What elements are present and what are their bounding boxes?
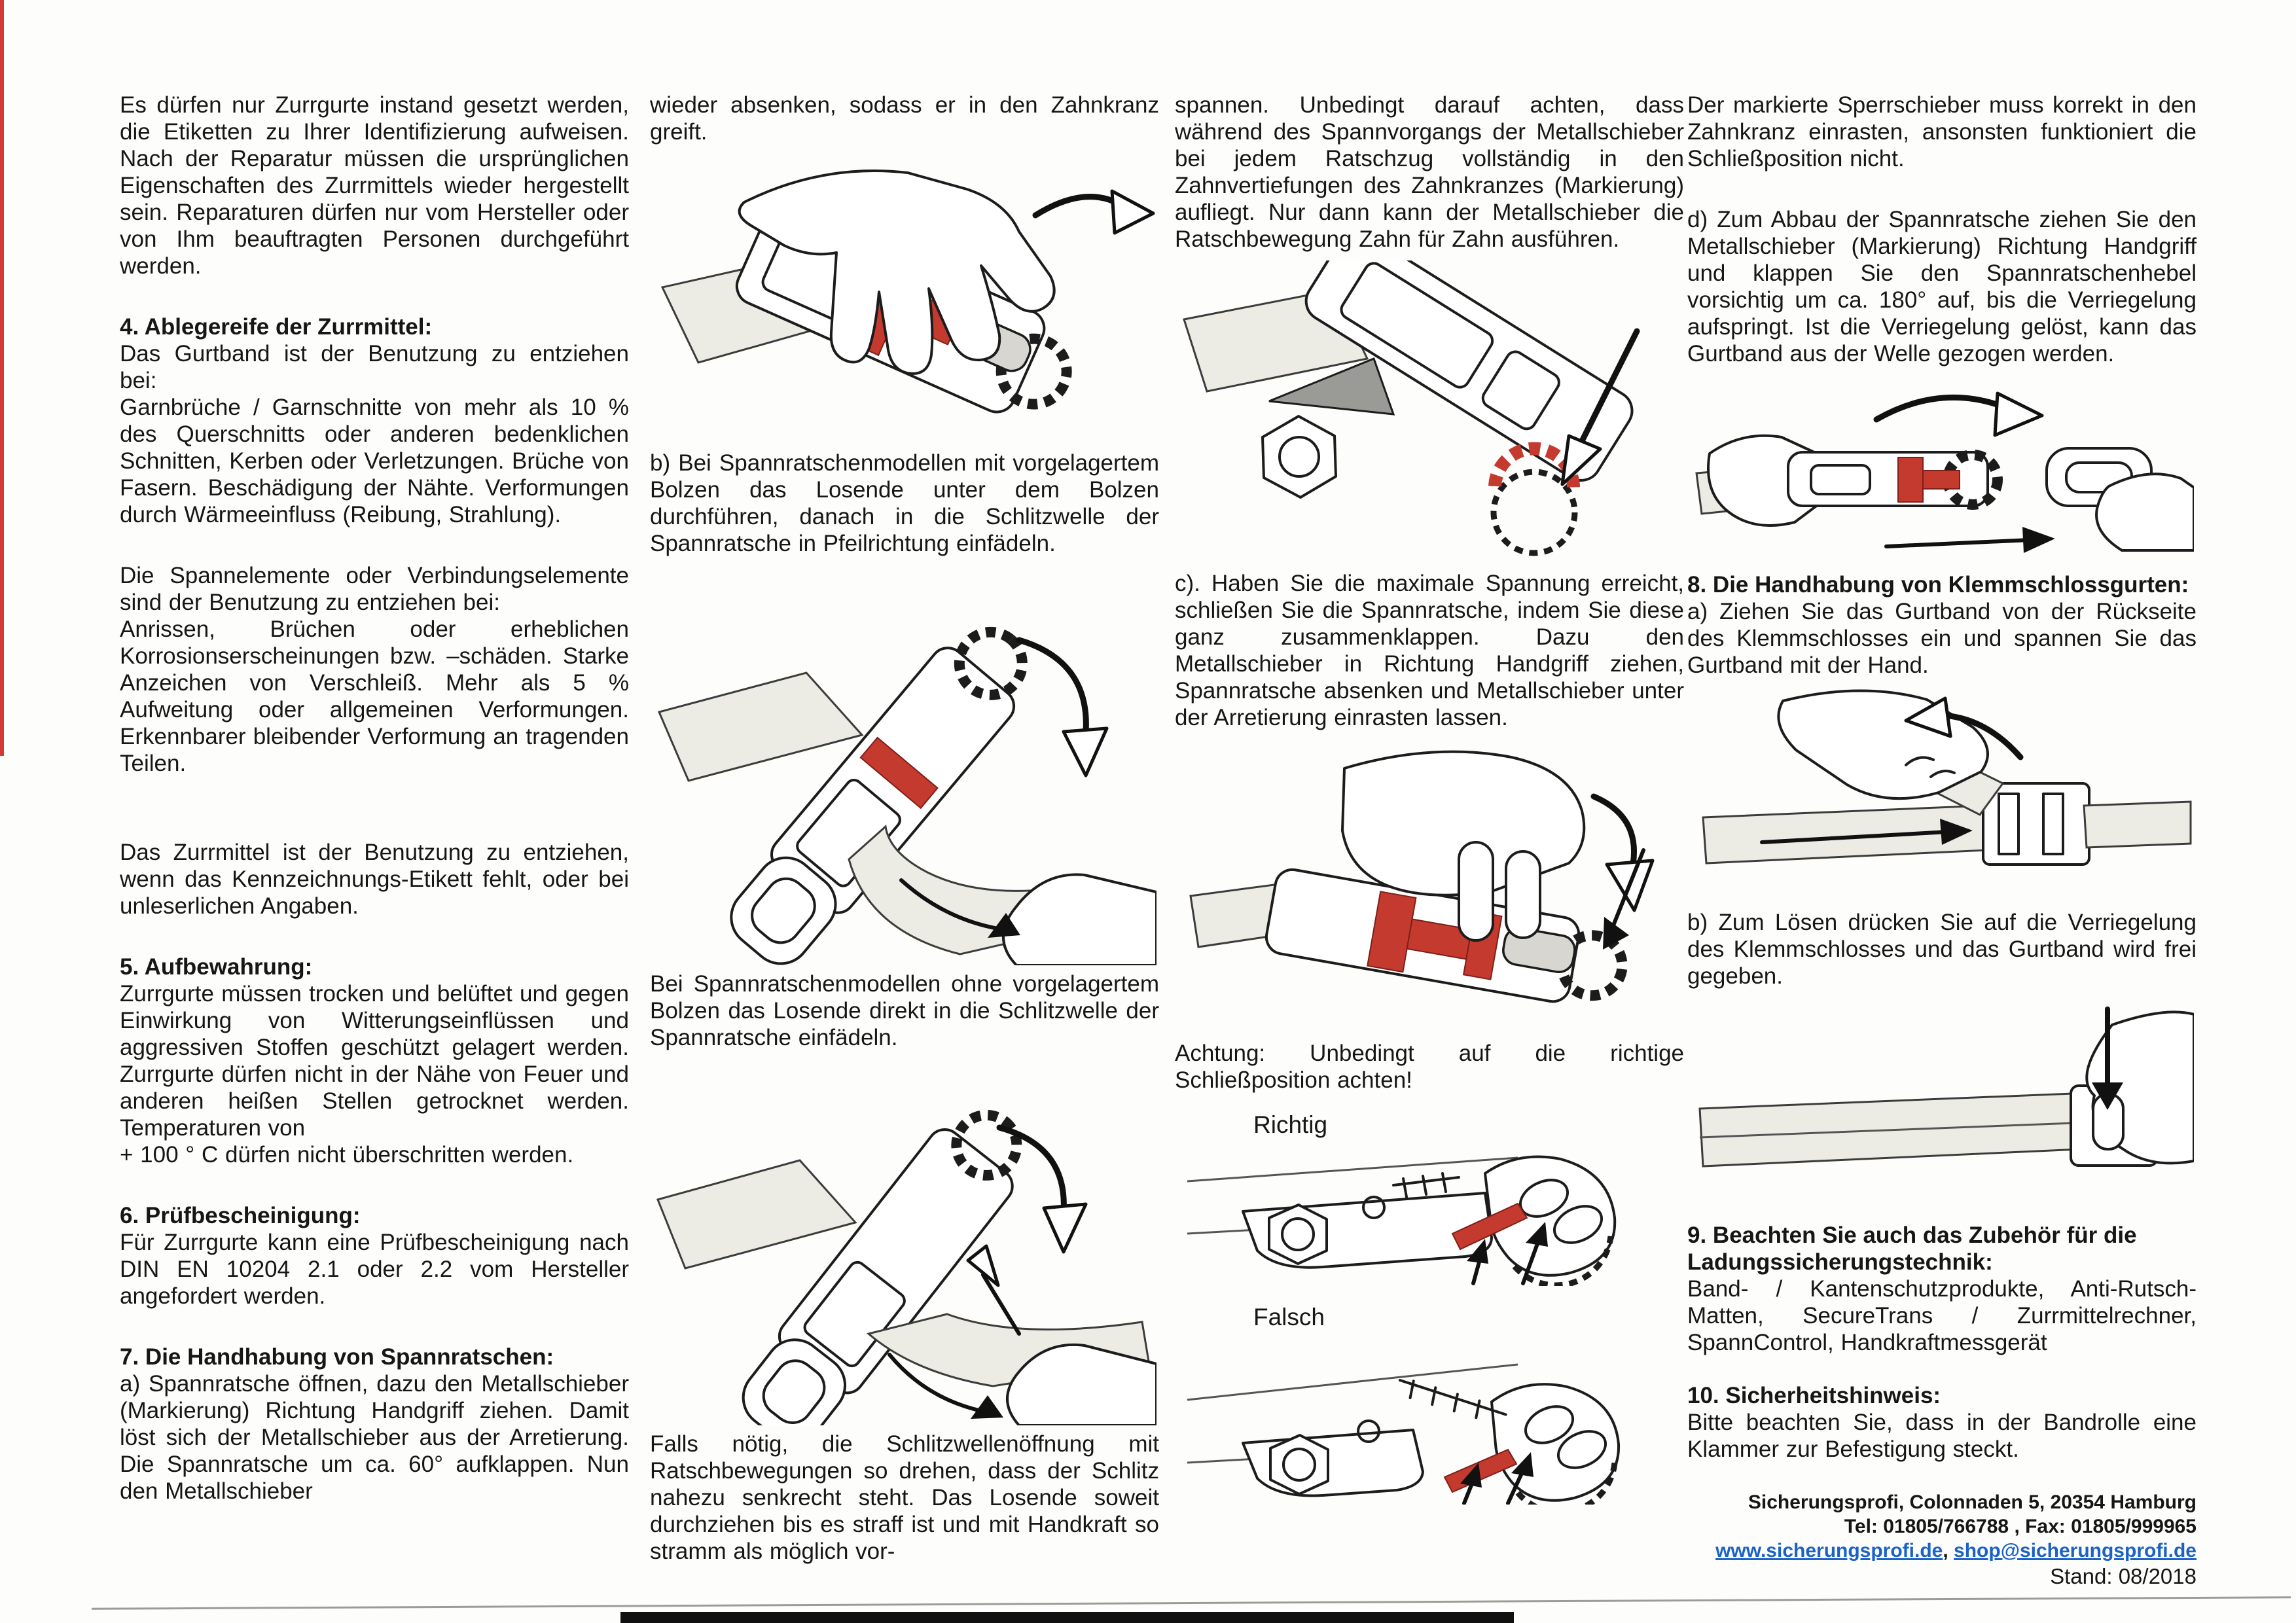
paragraph-korrosion: Anrissen, Brüchen oder erheblichen Korrosionserscheinungen bzw. –schäden. Starke Anzeichen von Verschleiß. Mehr als 5 % Aufweitung oder allgemeinen Verformungen. Erkennbarer bleibender Verformung an tragenden Teilen.	[120, 616, 629, 776]
hex-bolt-icon	[1270, 1435, 1328, 1494]
hex-bolt-icon	[1263, 416, 1336, 497]
ratchet-close-hand-illustration	[1177, 739, 1681, 1035]
paragraph-ratsche-oeffnen: a) Spannratsche öffnen, dazu den Metallschieber (Markierung) Richtung Handgriff ziehen. Damit löst sich der Metallschieber aus der Arretierung. Die Spannratsche um ca. 60° aufklappen. Nun den Metallschieber	[120, 1371, 629, 1504]
footer-address-block	[1687, 1490, 2197, 1590]
paragraph-absenken: wieder absenken, sodass er in den Zahnkranz greift.	[650, 92, 1159, 145]
paragraph-bandrolle: Bitte beachten Sie, dass in der Bandrolle eine Klammer zur Befestigung steckt.	[1687, 1410, 2197, 1462]
ratchet-direct-thread-illustration	[653, 1059, 1157, 1425]
paragraph-sperrschieber: Der markierte Sperrschieber muss korrekt in den Zahnkranz einrasten, ansonsten funktioniert die Schließposition nicht.	[1687, 92, 2197, 171]
heading-9-zubehoer: 9. Beachten Sie auch das Zubehör für die Ladungssicherungstechnik:	[1687, 1222, 2137, 1275]
paragraph-temperatur: + 100 ° C dürfen nicht überschritten werden.	[120, 1142, 574, 1168]
website-link[interactable]: www.sicherungsprofi.de	[1715, 1540, 1943, 1561]
paragraph-lagerung: Zurrgurte müssen trocken und belüftet und gegen Einwirkung von Witterungseinflüssen und aggressiven Stoffen geschützt gelagert werden. Zurrgurte dürfen nicht in der Nähe von Feuer und anderen heißen Stellen getrocknet werden. Temperaturen von	[120, 981, 629, 1141]
footer-company-address: Sicherungsprofi, Colonnaden 5, 20354 Hamburg	[1748, 1491, 2197, 1513]
finger-icon	[1459, 842, 1493, 940]
paragraph-spannelemente: Die Spannelemente oder Verbindungselemente sind der Benutzung zu entziehen bei:	[120, 563, 629, 615]
heading-5-aufbewahrung: 5. Aufbewahrung:	[120, 954, 313, 980]
finger-icon	[1506, 851, 1540, 938]
curved-arrow-icon	[1019, 640, 1086, 745]
cam-buckle-release-illustration	[1690, 997, 2194, 1217]
hex-bolt-icon	[1269, 1205, 1327, 1264]
column-4	[1687, 92, 2197, 1590]
paragraph-vorgelagerter-bolzen: b) Bei Spannratschenmodellen mit vorgelagertem Bolzen das Losende unter dem Bolzen durchführen, danach in die Schlitzwelle der Spannratsche in Pfeilrichtung einfädeln.	[650, 450, 1159, 556]
heading-4-ablegereife: 4. Ablegereife der Zurrmittel:	[120, 314, 433, 340]
paragraph-etikett: Das Zurrmittel ist der Benutzung zu entziehen, wenn das Kennzeichnungs-Etikett fehlt, oder bei unleserlichen Angaben.	[120, 840, 629, 919]
cam-buckle-pull-illustration	[1690, 687, 2194, 904]
hand-icon	[2096, 474, 2194, 550]
footer-stand-date: Stand: 08/2018	[2050, 1564, 2197, 1588]
falsch-lock-illustration	[1177, 1340, 1681, 1505]
column-1	[120, 92, 629, 1505]
paragraph-klemmschloss-b: b) Zum Lösen drücken Sie auf die Verriegelung des Klemmschlosses und das Gurtband wird frei gegeben.	[1687, 910, 2197, 989]
ratchet-hand-open-illustration	[653, 153, 1157, 444]
paragraph-schliessen: c). Haben Sie die maximale Spannung erreicht, schließen Sie die Spannratsche, indem Sie diese ganz zusammenklappen. Dazu den Metallschieber in Richtung Handgriff ziehen, Spannratsche absenken und Metallschieber unter der Arretierung einrasten lassen.	[1175, 571, 1684, 730]
paragraph-repair-rules: Es dürfen nur Zurrgurte instand gesetzt werden, die Etiketten zu Ihrer Identifizierung aufweisen. Nach der Reparatur müssen die ursprünglichen Eigenschaften des Zurrmittels wieder hergestellt sein. Reparaturen dürfen nur vom Hersteller oder von Ihm beauftragten Personen durchgeführt werden.	[120, 92, 629, 279]
scan-edge-bar	[620, 1612, 1514, 1623]
zahnkranz-closeup-illustration	[1177, 260, 1681, 565]
paragraph-achtung: Achtung: Unbedingt auf die richtige Schließposition achten!	[1175, 1041, 1684, 1093]
paragraph-klemmschloss-a: a) Ziehen Sie das Gurtband von der Rückseite des Klemmschlosses ein und spannen Sie das Gurtband mit der Hand.	[1687, 599, 2197, 678]
right-arrow-icon	[1886, 540, 2030, 546]
ratchet-flat-open-illustration	[1690, 375, 2194, 566]
heading-6-pruefbescheinigung: 6. Prüfbescheinigung:	[120, 1203, 361, 1228]
heading-10-sicherheitshinweis: 10. Sicherheitshinweis:	[1687, 1383, 1941, 1408]
paragraph-abbau: d) Zum Abbau der Spannratsche ziehen Sie den Metallschieber (Markierung) Richtung Handgriff und klappen Sie den Spannratschenhebel vorsichtig um ca. 180° auf, bis die Verriegelung aufspringt. Ist die Verriegelung gelöst, kann das Gurtband aus der Welle gezogen werden.	[1687, 207, 2197, 366]
column-3	[1175, 92, 1684, 1510]
red-slider-highlight	[1898, 457, 1923, 502]
column-2	[650, 92, 1159, 1565]
heading-7-spannratschen: 7. Die Handhabung von Spannratschen:	[120, 1344, 554, 1370]
footer-links-line	[1687, 1539, 2197, 1563]
ratchet-thread-strap-illustration	[653, 565, 1157, 965]
footer-tel-fax: Tel: 01805/766788 , Fax: 01805/999965	[1844, 1516, 2197, 1537]
shop-email-link[interactable]: shop@sicherungsprofi.de	[1954, 1540, 2197, 1561]
label-falsch: Falsch	[1253, 1304, 1325, 1330]
paragraph-garnbrueche: Garnbrüche / Garnschnitte von mehr als 10 % des Querschnitts oder anderen bedenklichen Schnitten, Kerben oder Verletzungen. Brüche von Fasern. Beschädigung der Nähte. Verformungen durch Wärmeeinfluss (Reibung, Strahlung).	[120, 395, 629, 527]
curved-arrow-icon	[1876, 397, 2014, 419]
curved-arrow-icon	[999, 1128, 1064, 1219]
label-richtig: Richtig	[1253, 1111, 1328, 1138]
hand-icon	[1003, 874, 1157, 965]
paragraph-falls-noetig: Falls nötig, die Schlitzwellenöffnung mit Ratschbewegungen so drehen, dass der Schlitz nahezu senkrecht steht. Das Losende soweit durchziehen bis es straff ist und mit Handkraft so stramm als möglich vor-	[650, 1431, 1159, 1564]
paragraph-gurtband-intro: Das Gurtband ist der Benutzung zu entziehen bei:	[120, 341, 629, 393]
paragraph-spannen: spannen. Unbedingt darauf achten, dass während des Spannvorgangs der Metallschieber bei jedem Ratschzug vollständig in den Zahnvertiefungen des Zahnkranzes (Markierung) aufliegt. Nur dann kann der Metallschieber die Ratschbewegung Zahn für Zahn ausführen.	[1175, 92, 1684, 252]
paragraph-ohne-bolzen: Bei Spannratschenmodellen ohne vorgelagertem Bolzen das Losende direkt in die Schlitzwelle der Spannratsche einfädeln.	[650, 971, 1159, 1050]
paragraph-zubehoer-liste: Band- / Kantenschutzprodukte, Anti-Rutsch-Matten, SecureTrans / Zurrmittelrechner, SpannControl, Handkraftmessgerät	[1687, 1276, 2197, 1355]
footer-link-separator: ,	[1943, 1540, 1954, 1561]
page-edge-line	[92, 1596, 2291, 1610]
scan-artifact-red-line	[0, 0, 4, 756]
heading-8-klemmschloss: 8. Die Handhabung von Klemmschlossgurten:	[1687, 572, 2189, 597]
richtig-lock-illustration	[1177, 1147, 1681, 1286]
hand-icon	[1778, 690, 1988, 798]
paragraph-din: Für Zurrgurte kann eine Prüfbescheinigung nach DIN EN 10204 2.1 oder 2.2 vom Hersteller angefordert werden.	[120, 1230, 629, 1309]
